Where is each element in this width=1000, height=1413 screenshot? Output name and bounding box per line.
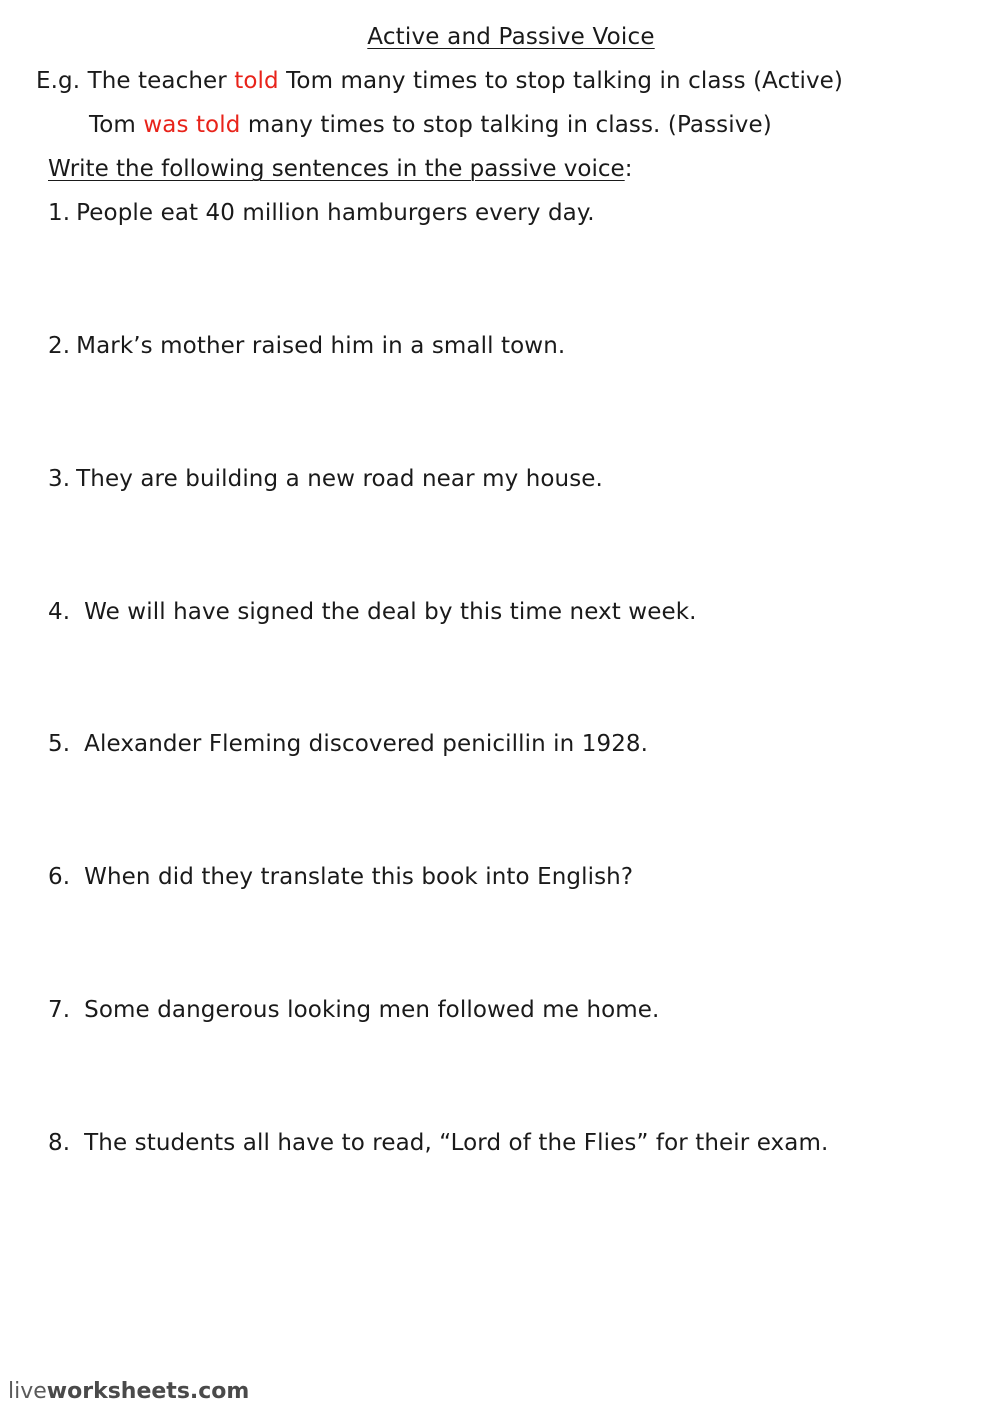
question-5 [48, 731, 648, 757]
answer-input-7[interactable] [48, 1043, 952, 1091]
example-active-suffix: Tom many times to stop talking in class (Active) [278, 68, 844, 94]
question-text: People eat 40 million hamburgers every day. [76, 200, 595, 226]
question-number: 5. [48, 731, 71, 757]
question-number: 6. [48, 864, 71, 890]
answer-input-2[interactable] [48, 379, 952, 427]
instruction-text: Write the following sentences in the passive voice [48, 156, 625, 182]
logo-bold-text: worksheets.com [46, 1379, 250, 1404]
example-active-highlight: told [234, 68, 279, 94]
question-number: 4. [48, 599, 71, 625]
instruction-colon: : [624, 156, 633, 182]
answer-input-8[interactable] [48, 1176, 952, 1224]
page-title: Active and Passive Voice [367, 24, 655, 50]
answer-input-1[interactable] [48, 246, 952, 294]
instruction [48, 156, 632, 182]
question-3 [48, 466, 603, 492]
question-text: Mark’s mother raised him in a small town. [76, 333, 566, 359]
question-6 [48, 864, 633, 890]
question-number: 7. [48, 997, 71, 1023]
question-text: They are building a new road near my house. [76, 466, 603, 492]
answer-input-3[interactable] [48, 512, 952, 560]
example-passive-prefix: Tom [89, 112, 144, 138]
example-passive-sentence [89, 112, 772, 138]
question-number: 8. [48, 1130, 71, 1156]
answer-input-4[interactable] [48, 645, 952, 693]
question-text: We will have signed the deal by this time next week. [84, 599, 697, 625]
question-text: The students all have to read, “Lord of the Flies” for their exam. [84, 1130, 829, 1156]
logo-light-text: live [8, 1379, 47, 1404]
example-passive-suffix: many times to stop talking in class. (Passive) [240, 112, 772, 138]
question-number: 2. [48, 333, 71, 359]
question-text: Some dangerous looking men followed me home. [84, 997, 660, 1023]
question-number: 3. [48, 466, 71, 492]
answer-input-6[interactable] [48, 910, 952, 958]
question-4 [48, 599, 697, 625]
question-number: 1. [48, 200, 71, 226]
answer-input-5[interactable] [48, 777, 952, 825]
question-8 [48, 1130, 828, 1156]
example-passive-highlight: was told [143, 112, 241, 138]
example-active-prefix: E.g. The teacher [36, 68, 235, 94]
question-1 [48, 200, 595, 226]
example-active-sentence [36, 68, 843, 94]
question-7 [48, 997, 659, 1023]
question-text: Alexander Fleming discovered penicillin in 1928. [84, 731, 649, 757]
question-text: When did they translate this book into English? [84, 864, 634, 890]
liveworksheets-logo [8, 1379, 249, 1404]
question-2 [48, 333, 565, 359]
